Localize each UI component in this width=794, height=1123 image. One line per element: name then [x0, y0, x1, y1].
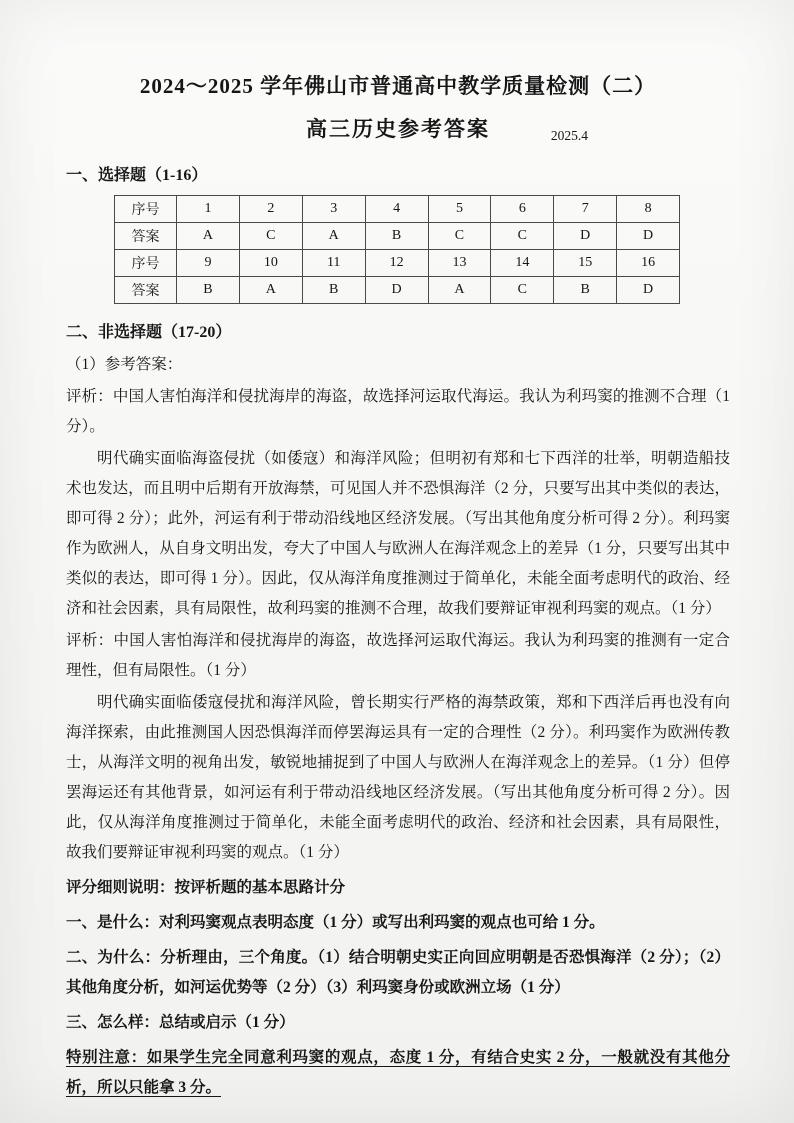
section2-heading: 二、非选择题（17-20） — [66, 324, 232, 341]
table-cell: 16 — [617, 250, 680, 277]
table-cell: 13 — [428, 250, 491, 277]
table-cell: 序号 — [115, 196, 177, 223]
table-cell: A — [302, 223, 365, 250]
table-cell: 1 — [177, 196, 240, 223]
table-cell: A — [428, 277, 491, 304]
document-date: 2025.4 — [550, 128, 588, 143]
rubric-special-note: 特别注意：如果学生完全同意利玛窦的观点，态度 1 分，有结合史实 2 分，一般就没有其他分析，所以只能拿 3 分。 — [66, 1049, 730, 1096]
rubric-title: 评分细则说明：按评析题的基本思路计分 — [66, 879, 346, 896]
table-cell: 9 — [177, 250, 240, 277]
table-cell: C — [428, 223, 491, 250]
table-cell: D — [617, 277, 680, 304]
reference-answer-label: （1）参考答案： — [66, 356, 183, 373]
section1-heading: 一、选择题（1-16） — [66, 167, 208, 184]
answer-body — [66, 350, 730, 1103]
table-cell: D — [365, 277, 428, 304]
table-cell: 14 — [491, 250, 554, 277]
table-cell: 11 — [302, 250, 365, 277]
table-cell: 6 — [491, 196, 554, 223]
table-cell: C — [491, 277, 554, 304]
table-row — [115, 196, 680, 223]
rubric-item-1: 一、是什么：对利玛窦观点表明态度（1 分）或写出利玛窦的观点也可给 1 分。 — [66, 914, 605, 931]
table-cell: 序号 — [115, 250, 177, 277]
table-row — [115, 250, 680, 277]
table-cell: B — [365, 223, 428, 250]
analysis-1: 评析：中国人害怕海洋和侵扰海岸的海盗，故选择河运取代海运。我认为利玛窦的推测不合理（1 分）。 — [66, 388, 730, 435]
table-cell: A — [239, 277, 302, 304]
table-cell: B — [177, 277, 240, 304]
scoring-rubric — [66, 873, 730, 1103]
analysis-2-detail: 明代确实面临倭寇侵扰和海洋风险，曾长期实行严格的海禁政策，郑和下西洋后再也没有向海洋探索，由此推测国人因恐惧海洋而停罢海运具有一定的合理性（2 分）。利玛窦作为欧洲传教士，从海洋文明的视角出发，敏锐地捕捉到了中国人与欧洲人在海洋观念上的差异。（1 分）但停罢海运还有其他背景，如河运有利于带动沿线地区经济发展。（写出其他角度分析可得 2 分）。因此，仅从海洋角度推测过于简单化，未能全面考虑明代的政治、经济和社会因素，具有局限性，故我们要辩证审视利玛窦的观点。（1 分） — [66, 694, 730, 861]
rubric-item-2: 二、为什么：分析理由，三个角度。（1）结合明朝史实正向回应明朝是否恐惧海洋（2 分）；（2）其他角度分析，如河运优势等（2 分）（3）利玛窦身份或欧洲立场（1 分） — [66, 949, 730, 996]
table-cell: D — [554, 223, 617, 250]
table-cell: 3 — [302, 196, 365, 223]
table-cell: 7 — [554, 196, 617, 223]
table-cell: B — [302, 277, 365, 304]
analysis-1-detail: 明代确实面临海盗侵扰（如倭寇）和海洋风险；但明初有郑和七下西洋的壮举，明朝造船技术也发达，而且明中后期有开放海禁，可见国人并不恐惧海洋（2 分，只要写出其中类似的表达，即可得 2 分）；此外，河运有利于带动沿线地区经济发展。（写出其他角度分析可得 2 分）。利玛窦作为欧洲人，从自身文明出发，夸大了中国人与欧洲人在海洋观念上的差异（1 分，只要写出其中类似的表达，即可得 1 分）。因此，仅从海洋角度推测过于简单化，未能全面考虑明代的政治、经济和社会因素，具有局限性，故利玛窦的推测不合理，故我们要辩证审视利玛窦的观点。（1 分） — [66, 450, 730, 617]
table-cell: D — [617, 223, 680, 250]
table-cell: 8 — [617, 196, 680, 223]
table-cell: 答案 — [115, 223, 177, 250]
subtitle-row — [66, 113, 730, 147]
table-cell: 10 — [239, 250, 302, 277]
table-cell: C — [491, 223, 554, 250]
answer-table — [114, 195, 680, 304]
table-cell: A — [177, 223, 240, 250]
table-cell: 4 — [365, 196, 428, 223]
document-subtitle: 高三历史参考答案 — [306, 117, 490, 141]
table-cell: 5 — [428, 196, 491, 223]
table-cell: B — [554, 277, 617, 304]
table-cell: 答案 — [115, 277, 177, 304]
table-row — [115, 223, 680, 250]
table-row — [115, 277, 680, 304]
table-cell: 15 — [554, 250, 617, 277]
analysis-2: 评析：中国人害怕海洋和侵扰海岸的海盗，故选择河运取代海运。我认为利玛窦的推测有一定合理性，但有局限性。（1 分） — [66, 632, 730, 679]
table-cell: 12 — [365, 250, 428, 277]
rubric-item-3: 三、怎么样：总结或启示（1 分） — [66, 1014, 295, 1031]
table-cell: 2 — [239, 196, 302, 223]
table-cell: C — [239, 223, 302, 250]
document-title: 2024～2025 学年佛山市普通高中教学质量检测（二） — [139, 74, 657, 98]
